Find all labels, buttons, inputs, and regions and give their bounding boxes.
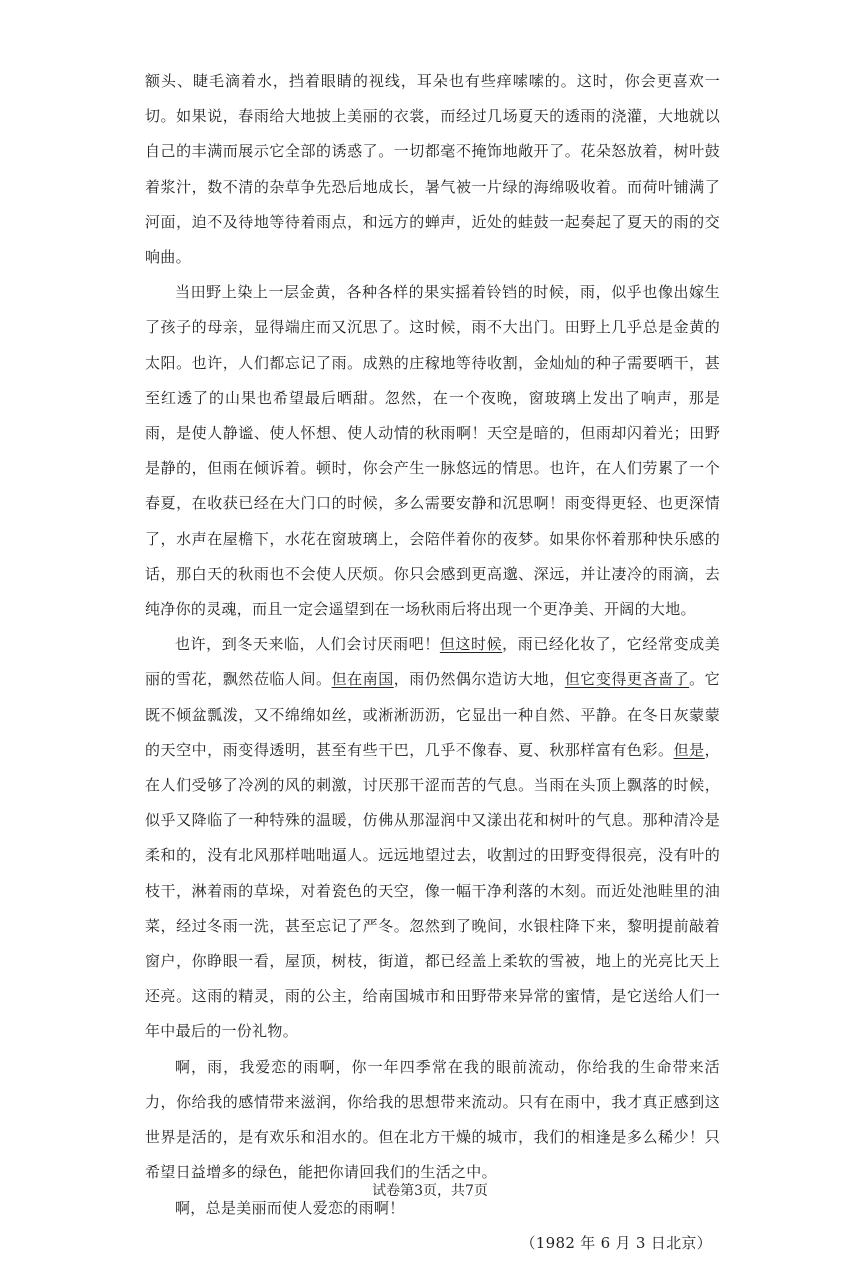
underlined-phrase-2: 但在南国	[331, 670, 394, 689]
winter-text-e: ，在人们受够了冷冽的风的刺激，讨厌那干涩而苦的气息。当雨在头顶上飘落的时候，似乎又降临了一种特殊的温暖，仿佛从那湿润中又漾出花和树叶的气息。那种清冷是柔和的，没有北风那样咄咄逼人。远远地望过去，收割过的田野变得很亮，没有叶的枝干，淋着雨的草垛，对着瓷色的天空，像一幅干净利落的木刻。而近处池畦里的油菜，经过冬雨一洗，甚至忘记了严冬。忽然到了晚间，水银柱降下来，黎明提前敲着窗户，你睁眼一看，屋顶，树枝，街道，都已经盖上柔软的雪被，地上的光亮比天上还亮。这雨的精灵，雨的公主，给南国城市和田野带来异常的蜜情，是它送给人们一年中最后的一份礼物。	[145, 740, 720, 1041]
essay-body	[145, 64, 720, 1261]
paragraph-winter-rain	[145, 627, 720, 1049]
winter-text-c: ，雨仍然偶尔造访大地，	[393, 670, 565, 689]
date-signature: （1982 年 6 月 3 日北京）	[520, 1233, 712, 1252]
underlined-phrase-3: 但它变得更吝啬了	[564, 670, 690, 689]
paragraph-closing: 啊，总是美丽而使人爱恋的雨啊！	[175, 1198, 405, 1217]
underlined-phrase-4: 但是	[673, 740, 705, 759]
paragraph-love-rain: 啊，雨，我爱恋的雨啊，你一年四季常在我的眼前流动，你给我的生命带来活力，你给我的感情带来滋润，你给我的思想带来流动。只有在雨中，我才真正感到这世界是活的，是有欢乐和泪水的。但在北方干燥的城市，我们的相逢是多么稀少！只希望日益增多的绿色，能把你请回我们的生活之中。	[145, 1057, 720, 1182]
winter-text-d: 。它既不倾盆瓢泼，又不绵绵如丝，或淅淅沥沥，它显出一种自然、平静。在冬日灰蒙蒙的天空中，雨变得透明，甚至有些干巴，几乎不像春、夏、秋那样富有色彩。	[145, 670, 720, 759]
winter-text-b: ，雨已经化妆了，它经常变成美丽的雪花，飘然莅临人间。	[145, 635, 720, 689]
underlined-phrase-1: 但这时候	[439, 635, 503, 654]
paragraph-summer-rain: 额头、睫毛滴着水，挡着眼睛的视线，耳朵也有些痒嗦嗦的。这时，你会更喜欢一切。如果说，春雨给大地披上美丽的衣裳，而经过几场夏天的透雨的浇灌，大地就以自己的丰满而展示它全部的诱惑了。一切都毫不掩饰地敞开了。花朵怒放着，树叶鼓着浆汁，数不清的杂草争先恐后地成长，暑气被一片绿的海绵吸收着。而荷叶铺满了河面，迫不及待地等待着雨点，和远方的蝉声，近处的蛙鼓一起奏起了夏天的雨的交响曲。	[145, 72, 720, 267]
winter-text-a: 也许，到冬天来临，人们会讨厌雨吧！	[175, 635, 440, 654]
page-footer: 试卷第3页，共7页	[372, 1183, 488, 1199]
paragraph-autumn-rain: 当田野上染上一层金黄，各种各样的果实摇着铃铛的时候，雨，似乎也像出嫁生了孩子的母亲，显得端庄而又沉思了。这时候，雨不大出门。田野上几乎总是金黄的太阳。也许，人们都忘记了雨。成熟的庄稼地等待收割，金灿灿的种子需要晒干，甚至红透了的山果也希望最后晒甜。忽然，在一个夜晚，窗玻璃上发出了响声，那是雨，是使人静谧、使人怀想、使人动情的秋雨啊！天空是暗的，但雨却闪着光；田野是静的，但雨在倾诉着。顿时，你会产生一脉悠远的情思。也许，在人们劳累了一个春夏，在收获已经在大门口的时候，多么需要安静和沉思啊！雨变得更轻、也更深情了，水声在屋檐下，水花在窗玻璃上，会陪伴着你的夜梦。如果你怀着那种快乐感的话，那白天的秋雨也不会使人厌烦。你只会感到更高邈、深远，并让凄冷的雨滴，去纯净你的灵魂，而且一定会遥望到在一场秋雨后将出现一个更净美、开阔的大地。	[145, 283, 720, 619]
